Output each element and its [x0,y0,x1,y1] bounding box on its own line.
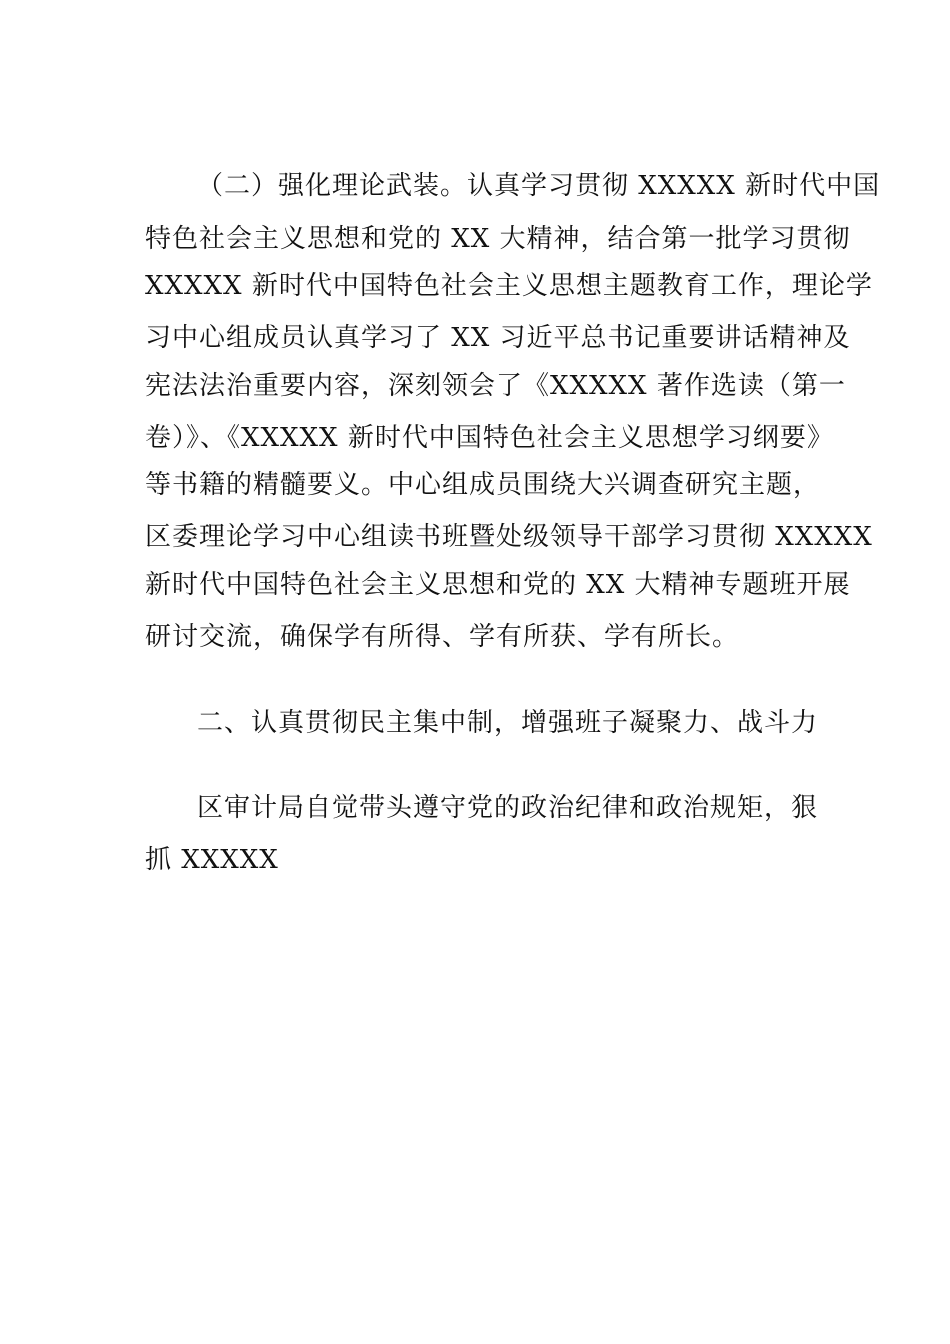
paragraph-1-line-3: XXXXX 新时代中国特色社会主义思想主题教育工作，理论学 [145,271,873,301]
paragraph-1-line-5: 宪法法治重要内容，深刻领会了《XXXXX 著作选读（第一 [145,371,846,401]
paragraph-2-line-2: 抓 XXXXX [145,845,279,875]
paragraph-1-line-9: 新时代中国特色社会主义思想和党的 XX 大精神专题班开展 [145,570,851,600]
paragraph-1-line-4: 习中心组成员认真学习了 XX 习近平总书记重要讲话精神及 [145,323,851,353]
paragraph-1-line-2: 特色社会主义思想和党的 XX 大精神，结合第一批学习贯彻 [145,224,851,254]
section-heading-2: 二、认真贯彻民主集中制，增强班子凝聚力、战斗力 [197,708,819,738]
paragraph-1-line-1: （二）强化理论武装。认真学习贯彻 XXXXX 新时代中国 [197,171,881,201]
paragraph-2-line-1: 区审计局自觉带头遵守党的政治纪律和政治规矩，狠 [197,793,819,823]
paragraph-1-line-7: 等书籍的精髓要义。中心组成员围绕大兴调查研究主题， [145,470,821,500]
paragraph-1-line-6: 卷）》、《XXXXX 新时代中国特色社会主义思想学习纲要》 [145,423,834,453]
paragraph-1-line-8: 区委理论学习中心组读书班暨处级领导干部学习贯彻 XXXXX [145,522,873,552]
paragraph-1-line-10: 研讨交流，确保学有所得、学有所获、学有所长。 [145,622,740,652]
